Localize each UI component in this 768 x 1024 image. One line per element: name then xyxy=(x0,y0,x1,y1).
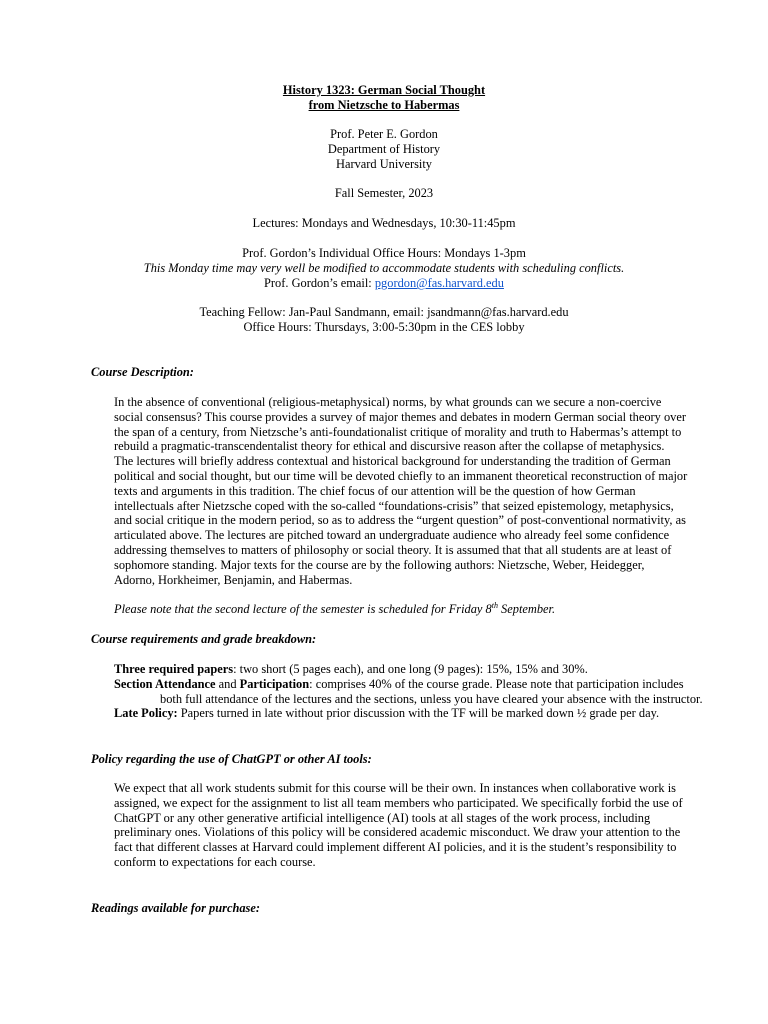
email-line xyxy=(0,276,768,291)
ai-policy-line: We expect that all work students submit for this course will be their own. In instances when collaborative work is xyxy=(114,781,676,795)
description-line: rebuild a pragmatic-transcendentalist theory for ethical and discursive reason after the collapse of metaphysics. xyxy=(114,439,665,454)
description-line: the span of a century, from Nietzsche’s anti-foundationalist critique of morality and truth to Habermas’s attempt to xyxy=(114,424,682,439)
late-policy xyxy=(114,706,714,721)
description-line: sophomore standing. Major texts for the course are by the following authors: Nietzsche, Weber, Heidegger, xyxy=(114,557,645,572)
course-description-heading: Course Description: xyxy=(91,365,194,379)
ordinal-suffix: th xyxy=(491,600,498,610)
professor-name: Prof. Peter E. Gordon xyxy=(330,127,438,141)
attendance-continuation: both full attendance of the lectures and the sections, unless you have cleared your absence with the instructor. xyxy=(160,691,703,706)
second-lecture-note-text: Please note that the second lecture of the semester is scheduled for Friday 8 xyxy=(114,602,492,616)
description-line: social consensus? This course provides a survey of major themes and debates in modern German social theory over xyxy=(114,409,686,424)
ai-policy-line: ChatGPT or any other generative artificial intelligence (AI) tools at all stages of the work process, including xyxy=(114,810,651,825)
description-line: articulated above. The lectures are pitched toward an undergraduate audience who already feel some confidence xyxy=(114,528,670,543)
requirements-list xyxy=(114,662,714,721)
papers-requirement xyxy=(114,662,714,677)
late-policy-text: Papers turned in late without prior discussion with the TF will be marked down ½ grade per day. xyxy=(177,706,660,721)
ai-policy-line: preliminary ones. Violations of this policy will be considered academic misconduct. We draw your attention to the xyxy=(114,825,681,840)
papers-text: : two short (5 pages each), and one long (9 pages): 15%, 15% and 30%. xyxy=(233,662,588,676)
semester: Fall Semester, 2023 xyxy=(334,186,434,200)
office-hours-note: This Monday time may very well be modified to accommodate students with scheduling conflicts. xyxy=(143,261,625,275)
teaching-fellow: Teaching Fellow: Jan-Paul Sandmann, email: jsandmann@fas.harvard.edu xyxy=(199,305,569,319)
second-lecture-note-end: September. xyxy=(497,602,556,616)
description-line: addressing themselves to matters of philosophy or social theory. It is assumed that that all students are at least of xyxy=(114,542,672,557)
readings-heading: Readings available for purchase: xyxy=(91,901,260,915)
description-line: Adorno, Horkheimer, Benjamin, and Habermas. xyxy=(114,572,353,587)
tf-office-hours: Office Hours: Thursdays, 3:00-5:30pm in the CES lobby xyxy=(243,320,525,334)
department: Department of History xyxy=(327,142,441,156)
description-line: texts and arguments in this tradition. The chief focus of our attention will be the question of how German xyxy=(114,483,636,498)
late-policy-label: Late Policy: xyxy=(114,706,178,721)
description-line: and social critique in the modern period, so as to address the “urgent question” of post-conventional normativity, as xyxy=(114,513,686,528)
ai-policy-line: fact that different classes at Harvard could implement different AI policies, and it is the student’s responsibility to xyxy=(114,840,677,855)
participation-label: Participation xyxy=(239,676,310,691)
description-line: In the absence of conventional (religious-metaphysical) norms, by what grounds can we secure a non-coercive xyxy=(114,395,662,409)
description-line: intellectuals after Nietzsche coped with the so-called “foundations-crisis” that seized epistemology, metaphysics, xyxy=(114,498,674,513)
email-link[interactable]: pgordon@fas.harvard.edu xyxy=(374,276,504,290)
office-hours: Prof. Gordon’s Individual Office Hours: Mondays 1-3pm xyxy=(242,246,526,260)
course-title-line2: from Nietzsche to Habermas xyxy=(308,98,460,112)
ai-policy-text xyxy=(114,781,694,870)
email-label: Prof. Gordon’s email: xyxy=(264,276,375,290)
attendance-and: and xyxy=(215,676,240,691)
course-description-text xyxy=(114,395,694,587)
university: Harvard University xyxy=(336,157,432,171)
ai-policy-heading: Policy regarding the use of ChatGPT or other AI tools: xyxy=(91,752,372,766)
ai-policy-line: conform to expectations for each course. xyxy=(114,854,316,869)
attendance-text: : comprises 40% of the course grade. Please note that participation includes xyxy=(309,676,684,691)
attendance-requirement xyxy=(114,677,714,692)
papers-label: Three required papers xyxy=(114,662,234,676)
lecture-times: Lectures: Mondays and Wednesdays, 10:30-11:45pm xyxy=(252,216,516,230)
description-line: political and social thought, but our time will be devoted chiefly to an immanent theoretical reconstruction of major xyxy=(114,468,688,483)
second-lecture-note xyxy=(114,602,694,617)
ai-policy-line: assigned, we expect for the assignment to list all team members who participated. We specifically forbid the use of xyxy=(114,795,683,810)
requirements-heading: Course requirements and grade breakdown: xyxy=(91,632,317,646)
attendance-label: Section Attendance xyxy=(114,676,216,691)
course-title-line1: History 1323: German Social Thought xyxy=(282,83,486,97)
description-line: The lectures will briefly address contextual and historical background for understanding the tradition of German xyxy=(114,454,671,469)
